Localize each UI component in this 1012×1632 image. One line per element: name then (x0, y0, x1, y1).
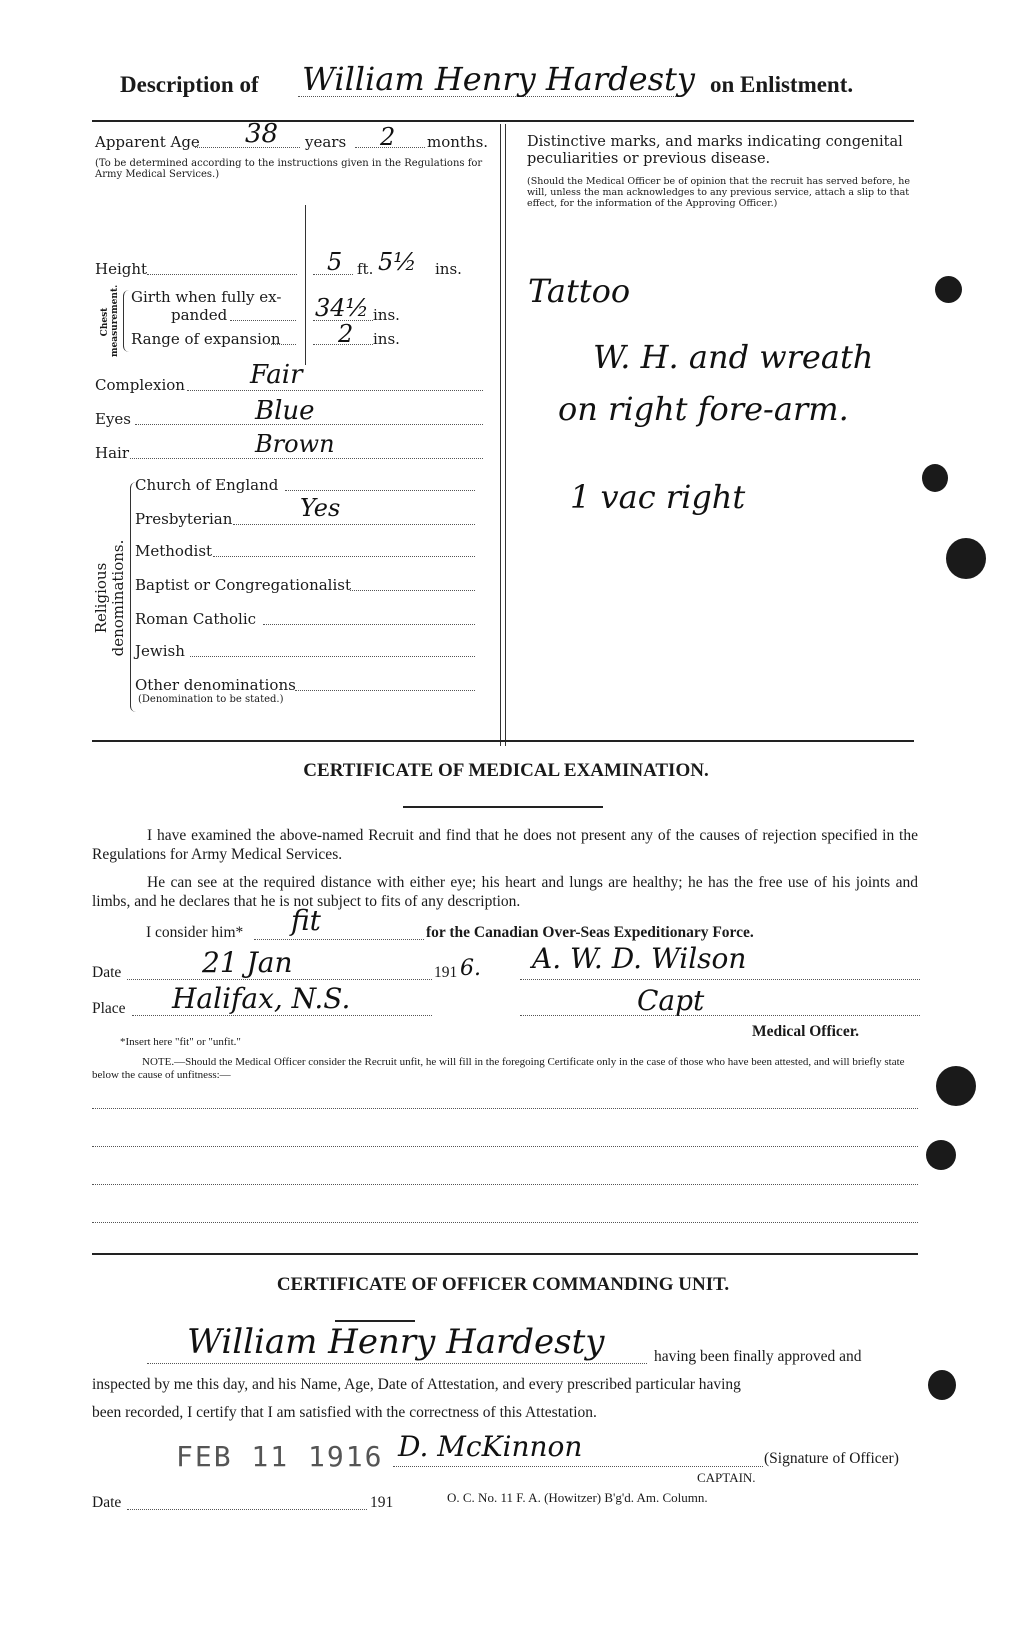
religion-item: Church of England (135, 476, 475, 494)
exam-date-value: 21 Jan (202, 946, 293, 979)
religion-item: Roman Catholic (135, 610, 475, 628)
years-label: years (305, 133, 347, 151)
ft-label: ft. (357, 260, 374, 278)
consider-row (146, 904, 926, 942)
punch-hole (946, 538, 986, 579)
commanding-unit: O. C. No. 11 F. A. (Howitzer) B'g'd. Am. Column. (447, 1490, 708, 1505)
commanding-text-2: inspected by me this day, and his Name, Age, Date of Attestation, and every prescribed particular having (92, 1376, 741, 1393)
punch-hole (935, 276, 962, 303)
medical-para-2: He can see at the required distance with either eye; his heart and lungs are healthy; he has the free use of his joints and limbs, and he declares that he is not subject to fits of any description. (92, 874, 918, 910)
religion-item: Presbyterian Yes (135, 510, 475, 528)
medical-officer-signature: A. W. D. Wilson (532, 942, 747, 975)
year-prefix: 191 (434, 964, 458, 981)
religion-item: Methodist (135, 542, 475, 560)
insert-note: *Insert here "fit" or "unfit." (120, 1036, 241, 1048)
title-prefix: Description of (120, 72, 259, 97)
signature-label: (Signature of Officer) (764, 1450, 899, 1467)
place-value: Halifax, N.S. (172, 982, 351, 1015)
commanding-date-row (92, 1494, 432, 1512)
title-suffix: on Enlistment. (710, 72, 854, 97)
header-rule (92, 120, 914, 122)
unfitness-line[interactable] (92, 1108, 918, 1109)
medical-officer-rank: Capt (637, 984, 705, 1017)
distinctive-marks-heading: Distinctive marks, and marks indicating congenital peculiarities or previous disease. (527, 134, 903, 167)
girth-label-2: panded (171, 306, 228, 324)
title-underline (403, 806, 603, 808)
complexion-value: Fair (250, 360, 303, 390)
apparent-age-label: Apparent Age (95, 133, 200, 151)
religious-denominations-group (90, 476, 490, 738)
girth-ins-label: ins. (373, 306, 400, 324)
punch-hole (936, 1066, 976, 1106)
girth-value: 34½ (315, 294, 369, 322)
age-months-value: 2 (380, 123, 396, 151)
column-divider (500, 124, 506, 746)
age-years-value: 38 (245, 119, 279, 149)
ins-label: ins. (435, 260, 462, 278)
hair-label: Hair (95, 444, 129, 462)
punch-hole (922, 464, 948, 492)
chest-measurement-group (95, 284, 495, 364)
girth-label-1: Girth when fully ex- (131, 288, 282, 306)
height-row (95, 248, 495, 278)
medical-para-1: I have examined the above-named Recruit and find that he does not present any of the causes of rejection specified in the Regulations for Army Medical Services. (92, 827, 918, 863)
range-value: 2 (338, 320, 354, 348)
commanding-text-1: having been finally approved and (654, 1348, 862, 1365)
range-label: Range of expansion (131, 330, 281, 348)
religion-item: Other denominations (135, 676, 475, 694)
range-ins-label: ins. (373, 330, 400, 348)
consider-label: I consider him* (146, 924, 244, 941)
distinctive-marks-note: (Should the Medical Officer be of opinion that the recruit has served before, he will, unless the man acknowledges to any previous service, attach a slip to that effect, for the information of the Approving Officer.) (527, 176, 911, 209)
force-label: for the Canadian Over-Seas Expeditionary Force. (426, 924, 754, 941)
unfit-note: NOTE.—Should the Medical Officer consider the Recruit unfit, he will fill in the foregoing Certificate only in the case of those who have been attested, and will briefly state below the cause of unfitness:— (92, 1056, 905, 1081)
commanding-officer-signature: D. McKinnon (398, 1430, 583, 1463)
date-stamp: FEB 11 1916 (176, 1440, 384, 1473)
date-label: Date (92, 964, 122, 981)
place-row (92, 982, 922, 1018)
section-rule (92, 1253, 918, 1255)
eyes-row (95, 396, 485, 428)
religion-item: Baptist or Congregationalist (135, 576, 475, 594)
complexion-row (95, 360, 485, 394)
commanding-certificate-title: CERTIFICATE OF OFFICER COMMANDING UNIT. (276, 1274, 730, 1295)
age-note: (To be determined according to the instructions given in the Regulations for Army Medical Services.) (95, 158, 483, 180)
chest-brace (123, 290, 130, 352)
unfitness-line[interactable] (92, 1184, 918, 1185)
other-denomination-note: (Denomination to be stated.) (138, 694, 284, 705)
presbyterian-value: Yes (300, 494, 341, 522)
commanding-text-3: been recorded, I certify that I am satisfied with the correctness of this Attestation. (92, 1404, 597, 1421)
religion-item: Jewish (135, 642, 475, 660)
document-title (120, 60, 900, 108)
eyes-value: Blue (255, 396, 315, 426)
distinctive-marks-line: Tattoo (528, 272, 631, 310)
medical-officer-title: Medical Officer. (752, 1023, 860, 1040)
hair-row (95, 430, 485, 462)
fitness-value: fit (291, 904, 321, 937)
section-rule (92, 740, 914, 742)
distinctive-marks-line: on right fore-arm. (558, 390, 849, 428)
punch-hole (928, 1370, 956, 1400)
commanding-name-value: William Henry Hardesty (187, 1322, 605, 1362)
height-ins-value: 5½ (378, 248, 417, 276)
months-label: months. (427, 133, 489, 151)
year-suffix: 6. (460, 956, 481, 981)
apparent-age-row (95, 119, 489, 151)
date-row (92, 942, 922, 982)
hair-value: Brown (255, 430, 335, 458)
unfitness-line[interactable] (92, 1222, 918, 1223)
distinctive-marks-line: W. H. and wreath (593, 338, 874, 376)
commanding-rank: CAPTAIN. (697, 1470, 756, 1485)
place-label: Place (92, 1000, 126, 1017)
distinctive-marks-line: 1 vac right (570, 478, 746, 516)
religion-group-label: Religious denominations. (92, 539, 127, 657)
punch-hole (926, 1140, 956, 1170)
commanding-year-prefix: 191 (370, 1494, 394, 1511)
height-label: Height (95, 260, 148, 278)
complexion-label: Complexion (95, 376, 185, 394)
recruit-name: William Henry Hardesty (302, 60, 695, 98)
eyes-label: Eyes (95, 410, 131, 428)
chest-group-label: Chest measurement. (100, 284, 120, 357)
medical-certificate-title: CERTIFICATE OF MEDICAL EXAMINATION. (303, 760, 709, 781)
commanding-date-label: Date (92, 1494, 122, 1511)
officer-signature-line (393, 1466, 763, 1467)
unfitness-line[interactable] (92, 1146, 918, 1147)
height-ft-value: 5 (327, 248, 343, 276)
